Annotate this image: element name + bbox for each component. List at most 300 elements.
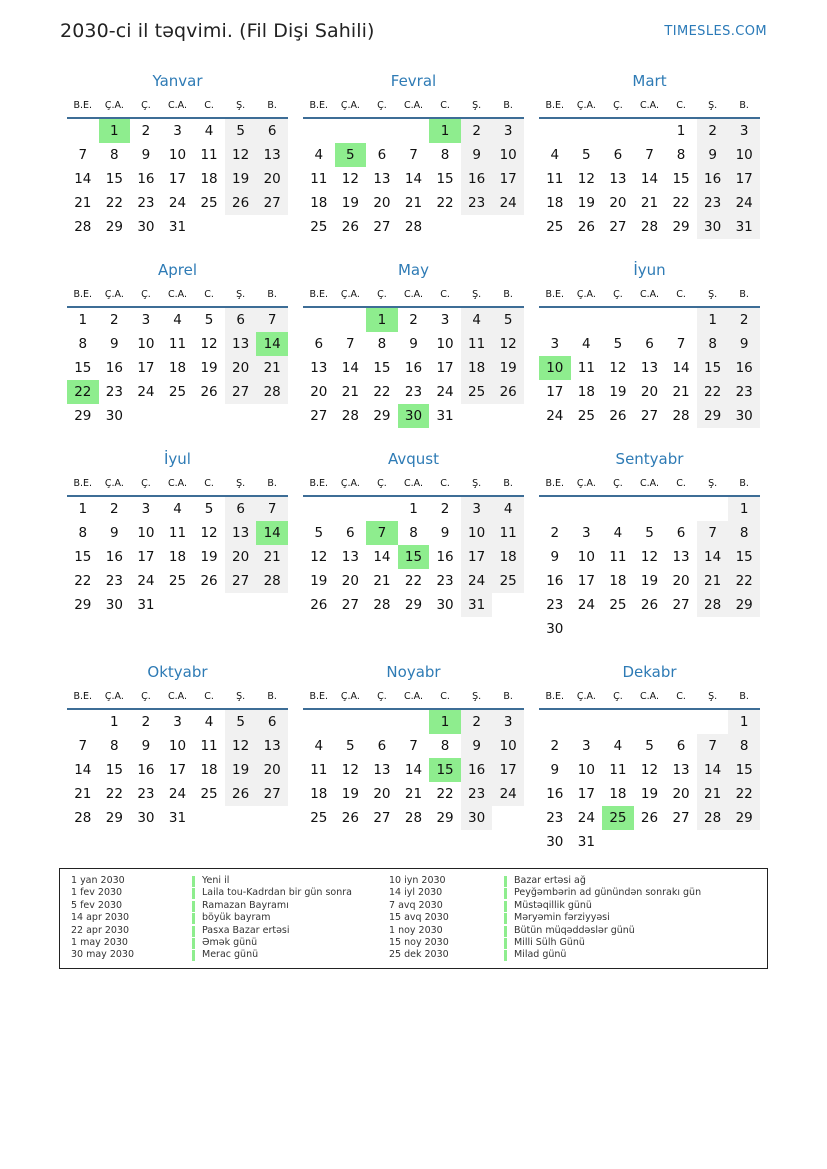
day-cell: 21: [74, 786, 92, 802]
day-cell: 29: [672, 219, 690, 235]
weekday-label: Ç.A.: [104, 289, 124, 300]
day-cell: 25: [492, 569, 524, 593]
day-cell: 28: [697, 593, 729, 617]
day-cell: 12: [577, 171, 595, 187]
month-name: Avqust: [388, 450, 439, 468]
day-cell: 11: [310, 762, 328, 778]
month-name: Mart: [632, 72, 667, 90]
day-cell: 14: [74, 171, 92, 187]
day-cell: 2: [110, 501, 119, 517]
day-cell: 11: [546, 171, 564, 187]
day-cell: 6: [377, 147, 387, 163]
day-cell: 13: [256, 734, 288, 758]
day-cell: 25: [310, 810, 328, 826]
weekday-header: [303, 100, 524, 116]
day-cell: 29: [697, 404, 729, 428]
day-cell: 15: [105, 171, 123, 187]
day-cell: 29: [74, 408, 92, 424]
month-name: İyul: [164, 450, 191, 468]
weekday-label: C.A.: [403, 478, 423, 489]
day-cell: 5: [225, 710, 257, 734]
legend-holiday-name: Milad günü: [514, 949, 567, 961]
weekday-label: Ç.A.: [340, 478, 360, 489]
weekday-label: C.A.: [639, 691, 659, 702]
weekday-label: C.: [676, 691, 686, 702]
day-cell: 27: [310, 408, 328, 424]
day-cell: 2: [141, 123, 151, 139]
day-cell: 12: [492, 332, 524, 356]
weekday-label: Ç.A.: [340, 691, 360, 702]
day-cell: 23: [105, 573, 123, 589]
month-block: [539, 259, 760, 459]
day-cell: 26: [492, 380, 524, 404]
legend-date: 14 apr 2030: [71, 912, 130, 924]
holiday-marker: [192, 888, 195, 899]
day-cell: 11: [310, 171, 328, 187]
day-cell: 22: [105, 195, 123, 211]
day-cell: 20: [609, 195, 627, 211]
day-cell: 15: [728, 758, 760, 782]
holiday-day-cell: 7: [366, 521, 398, 545]
day-cell: 9: [697, 143, 729, 167]
day-cell: 27: [225, 569, 257, 593]
weekday-header: [539, 289, 760, 305]
day-cell: 23: [137, 195, 155, 211]
day-cell: 14: [672, 360, 690, 376]
day-cell: 24: [577, 597, 595, 613]
weekday-label: B.E.: [545, 289, 565, 300]
day-cell: 27: [373, 810, 391, 826]
day-cell: 2: [697, 119, 729, 143]
month-name: Yanvar: [152, 72, 203, 90]
day-cell: 16: [105, 360, 123, 376]
day-cell: 17: [137, 360, 155, 376]
day-cell: 20: [373, 786, 391, 802]
day-cell: 23: [436, 573, 454, 589]
day-cell: 22: [436, 786, 454, 802]
day-cell: 31: [137, 597, 155, 613]
day-cell: 6: [256, 119, 288, 143]
day-cell: 21: [256, 545, 288, 569]
day-cell: 29: [728, 806, 760, 830]
day-cell: 23: [137, 786, 155, 802]
day-cell: 5: [204, 312, 214, 328]
day-cell: 28: [341, 408, 359, 424]
day-cell: 6: [256, 710, 288, 734]
weekday-label: B.: [267, 100, 277, 111]
weekday-label: Ç.: [141, 289, 151, 300]
day-cell: 24: [728, 191, 760, 215]
day-cell: 21: [74, 195, 92, 211]
holiday-marker: [504, 913, 507, 924]
day-cell: 29: [436, 810, 454, 826]
day-cell: 10: [577, 549, 595, 565]
legend-holiday-name: Milli Sülh Günü: [514, 936, 585, 948]
day-cell: 7: [256, 497, 288, 521]
holiday-day-cell: 22: [67, 380, 99, 404]
day-cell: 2: [440, 501, 450, 517]
day-cell: 4: [173, 501, 182, 517]
day-cell: 31: [436, 408, 454, 424]
weekday-label: C.: [440, 691, 450, 702]
day-cell: 26: [225, 191, 257, 215]
day-cell: 15: [74, 360, 92, 376]
day-cell: 8: [78, 525, 88, 541]
day-cell: 23: [461, 782, 493, 806]
legend-holiday-name: Əmək günü: [202, 936, 258, 948]
weekday-label: Ç.A.: [576, 289, 596, 300]
day-cell: 11: [609, 762, 627, 778]
day-cell: 24: [137, 573, 155, 589]
day-cell: 9: [550, 549, 560, 565]
day-cell: 31: [168, 810, 187, 826]
day-cell: 27: [672, 597, 690, 613]
legend-item: [71, 949, 401, 961]
month-name: Dekabr: [622, 663, 677, 681]
day-cell: 29: [404, 597, 423, 613]
month-divider: [539, 495, 760, 497]
day-cell: 8: [78, 336, 88, 352]
month-block: [539, 70, 760, 270]
day-cell: 23: [404, 384, 423, 400]
weekday-header: [539, 478, 760, 494]
day-cell: 6: [613, 147, 623, 163]
legend-item: [389, 887, 719, 899]
weekday-label: Ç.: [613, 289, 623, 300]
day-cell: 29: [728, 593, 760, 617]
day-cell: 23: [546, 597, 564, 613]
legend-item: [389, 912, 719, 924]
day-cell: 13: [640, 360, 659, 376]
day-cell: 18: [310, 786, 328, 802]
day-cell: 27: [609, 219, 627, 235]
legend-holiday-name: Bazar ertəsi ağ: [514, 875, 586, 886]
day-cell: 17: [168, 762, 187, 778]
weekday-label: C.A.: [167, 289, 187, 300]
day-cell: 3: [728, 119, 760, 143]
day-cell: 9: [141, 147, 151, 163]
legend-date: 25 dek 2030: [389, 949, 449, 961]
day-cell: 9: [461, 734, 493, 758]
day-cell: 5: [492, 308, 524, 332]
day-cell: 19: [225, 167, 257, 191]
day-cell: 3: [173, 123, 182, 139]
day-cell: 19: [225, 758, 257, 782]
day-cell: 3: [582, 738, 591, 754]
legend-holiday-name: Peyğəmbərin ad günündən sonrakı gün: [514, 887, 702, 899]
day-cell: 18: [200, 171, 218, 187]
weekday-label: B.E.: [73, 691, 93, 702]
day-cell: 22: [697, 380, 729, 404]
holiday-day-cell: 1: [99, 119, 131, 143]
day-cell: 20: [225, 545, 257, 569]
month-block: [67, 661, 288, 861]
site-link[interactable]: TIMESLES.COM: [664, 24, 767, 39]
legend-item: [71, 887, 401, 899]
day-cell: 18: [492, 545, 524, 569]
day-cell: 24: [492, 191, 524, 215]
day-cell: 18: [310, 195, 328, 211]
day-cell: 3: [440, 312, 450, 328]
weekday-label: C.: [440, 100, 450, 111]
day-cell: 18: [609, 786, 627, 802]
weekday-header: [67, 100, 288, 116]
day-cell: 2: [461, 710, 493, 734]
day-cell: 29: [74, 597, 92, 613]
day-cell: 11: [200, 147, 218, 163]
holiday-marker: [504, 938, 507, 949]
weekday-label: Ç.: [613, 691, 623, 702]
day-cell: 9: [409, 336, 418, 352]
weekday-label: C.A.: [639, 289, 659, 300]
day-cell: 21: [404, 195, 423, 211]
day-cell: 16: [461, 758, 493, 782]
day-cell: 24: [461, 569, 493, 593]
day-cell: 1: [78, 312, 88, 328]
day-cell: 7: [346, 336, 355, 352]
day-cell: 1: [728, 497, 760, 521]
weekday-label: B.: [739, 289, 749, 300]
weekday-label: Ç.: [377, 100, 387, 111]
day-cell: 10: [492, 143, 524, 167]
legend-holiday-name: Müstəqillik günü: [514, 899, 592, 911]
day-cell: 19: [577, 195, 595, 211]
weekday-label: Ç.A.: [340, 100, 360, 111]
weekday-label: C.: [204, 691, 214, 702]
holiday-legend: [59, 868, 768, 969]
day-cell: 27: [256, 191, 288, 215]
day-cell: 15: [105, 762, 123, 778]
day-cell: 8: [728, 734, 760, 758]
day-cell: 29: [105, 219, 123, 235]
day-cell: 9: [141, 738, 151, 754]
legend-column: [389, 875, 719, 962]
weekday-label: C.: [204, 289, 214, 300]
day-cell: 31: [168, 219, 187, 235]
day-cell: 24: [436, 384, 454, 400]
day-cell: 19: [200, 549, 218, 565]
month-block: [303, 661, 524, 861]
day-cell: 6: [676, 525, 686, 541]
weekday-label: B.E.: [309, 691, 329, 702]
weekday-label: Ç.: [613, 478, 623, 489]
day-cell: 13: [672, 549, 690, 565]
day-cell: 23: [697, 191, 729, 215]
day-cell: 17: [546, 384, 564, 400]
legend-item: [389, 900, 719, 912]
day-cell: 21: [640, 195, 659, 211]
weekday-label: Ç.A.: [576, 100, 596, 111]
legend-date: 30 may 2030: [71, 949, 135, 961]
weekday-label: B.E.: [309, 478, 329, 489]
holiday-marker: [504, 888, 507, 899]
day-cell: 19: [310, 573, 328, 589]
day-cell: 11: [609, 549, 627, 565]
weekday-label: B.: [267, 691, 277, 702]
month-block: [67, 259, 288, 459]
day-cell: 9: [110, 525, 119, 541]
day-cell: 14: [74, 762, 92, 778]
month-block: [303, 448, 524, 648]
weekday-header: [67, 691, 288, 707]
day-cell: 3: [492, 710, 524, 734]
day-cell: 27: [225, 380, 257, 404]
day-cell: 7: [78, 147, 88, 163]
day-cell: 1: [110, 714, 119, 730]
weekday-label: C.A.: [403, 289, 423, 300]
weekday-label: Ç.: [377, 691, 387, 702]
weekday-label: Ş.: [236, 691, 246, 702]
day-cell: 16: [137, 171, 155, 187]
day-cell: 10: [461, 521, 493, 545]
month-name: Oktyabr: [147, 663, 208, 681]
legend-date: 1 may 2030: [71, 936, 128, 948]
weekday-label: C.: [676, 478, 686, 489]
day-cell: 14: [341, 360, 359, 376]
day-cell: 6: [645, 336, 654, 352]
legend-date: 5 fev 2030: [71, 899, 123, 911]
day-cell: 20: [640, 384, 659, 400]
weekday-label: Ş.: [236, 100, 246, 111]
month-name: İyun: [633, 261, 666, 279]
day-cell: 30: [137, 219, 155, 235]
day-cell: 21: [373, 573, 391, 589]
day-cell: 16: [436, 549, 454, 565]
day-cell: 10: [137, 525, 155, 541]
day-cell: 15: [436, 171, 454, 187]
day-cell: 4: [582, 336, 591, 352]
day-cell: 13: [373, 171, 391, 187]
day-cell: 17: [577, 573, 595, 589]
day-cell: 13: [225, 332, 257, 356]
weekday-header: [303, 478, 524, 494]
day-cell: 12: [225, 734, 257, 758]
day-cell: 26: [200, 573, 218, 589]
holiday-marker: [192, 926, 195, 937]
day-cell: 22: [728, 782, 760, 806]
day-cell: 10: [168, 738, 187, 754]
day-cell: 21: [341, 384, 359, 400]
day-cell: 7: [697, 734, 729, 758]
day-cell: 28: [373, 597, 391, 613]
day-cell: 16: [546, 786, 564, 802]
day-cell: 16: [728, 356, 760, 380]
day-cell: 10: [168, 147, 187, 163]
day-cell: 11: [200, 738, 218, 754]
month-divider: [539, 708, 760, 710]
day-cell: 21: [697, 782, 729, 806]
day-cell: 23: [728, 380, 760, 404]
legend-date: 1 noy 2030: [389, 924, 443, 936]
day-cell: 26: [640, 597, 659, 613]
day-cell: 1: [409, 501, 418, 517]
day-cell: 25: [609, 597, 627, 613]
legend-date: 1 fev 2030: [71, 887, 123, 899]
weekday-label: Ş.: [472, 478, 482, 489]
day-cell: 28: [697, 806, 729, 830]
day-cell: 19: [200, 360, 218, 376]
holiday-marker: [192, 913, 195, 924]
weekday-label: Ş.: [708, 289, 718, 300]
day-cell: 26: [640, 810, 659, 826]
day-cell: 9: [110, 336, 119, 352]
legend-item: [71, 912, 401, 924]
legend-date: 14 iyl 2030: [389, 887, 443, 899]
day-cell: 6: [314, 336, 324, 352]
day-cell: 25: [168, 384, 187, 400]
day-cell: 2: [550, 525, 560, 541]
weekday-label: C.A.: [403, 691, 423, 702]
day-cell: 19: [640, 786, 659, 802]
day-cell: 4: [314, 738, 324, 754]
holiday-marker: [192, 901, 195, 912]
day-cell: 17: [492, 167, 524, 191]
holiday-marker: [504, 876, 507, 887]
day-cell: 22: [404, 573, 423, 589]
day-cell: 20: [373, 195, 391, 211]
legend-holiday-name: Merac günü: [202, 949, 259, 961]
weekday-label: Ç.: [141, 100, 151, 111]
day-cell: 18: [168, 549, 187, 565]
weekday-label: B.: [503, 478, 513, 489]
day-cell: 11: [168, 525, 187, 541]
day-cell: 28: [640, 219, 659, 235]
day-cell: 2: [550, 738, 560, 754]
legend-date: 15 avq 2030: [389, 912, 449, 924]
day-cell: 30: [105, 597, 123, 613]
month-block: [67, 448, 288, 648]
weekday-label: B.E.: [309, 289, 329, 300]
legend-item: [71, 937, 401, 949]
legend-item: [71, 925, 401, 937]
weekday-label: B.E.: [73, 100, 93, 111]
weekday-label: B.: [503, 289, 513, 300]
day-cell: 19: [341, 786, 359, 802]
legend-item: [71, 875, 401, 887]
day-cell: 25: [200, 786, 218, 802]
day-cell: 4: [314, 147, 324, 163]
legend-date: 10 iyn 2030: [389, 875, 446, 886]
day-cell: 14: [404, 171, 423, 187]
day-cell: 30: [546, 834, 564, 850]
weekday-label: B.: [267, 478, 277, 489]
holiday-day-cell: 10: [539, 356, 571, 380]
weekday-label: Ç.A.: [104, 478, 124, 489]
legend-item: [389, 925, 719, 937]
day-cell: 3: [141, 501, 151, 517]
day-cell: 23: [461, 191, 493, 215]
weekday-label: Ç.A.: [576, 478, 596, 489]
holiday-marker: [504, 926, 507, 937]
legend-date: 22 apr 2030: [71, 924, 130, 936]
day-cell: 8: [110, 147, 119, 163]
holiday-day-cell: 14: [256, 332, 288, 356]
legend-item: [389, 875, 719, 887]
holiday-day-cell: 1: [366, 308, 398, 332]
weekday-label: B.: [739, 691, 749, 702]
month-name: Aprel: [157, 261, 198, 279]
legend-holiday-name: Ramazan Bayramı: [202, 899, 289, 911]
legend-item: [71, 900, 401, 912]
day-cell: 8: [440, 147, 450, 163]
day-cell: 21: [256, 356, 288, 380]
weekday-label: Ş.: [472, 289, 482, 300]
legend-holiday-name: böyük bayram: [202, 912, 271, 924]
legend-date: 7 avq 2030: [389, 899, 443, 911]
legend-holiday-name: Laila tou-Kadrdan bir gün sonra: [202, 887, 352, 899]
day-cell: 27: [256, 782, 288, 806]
day-cell: 7: [697, 521, 729, 545]
